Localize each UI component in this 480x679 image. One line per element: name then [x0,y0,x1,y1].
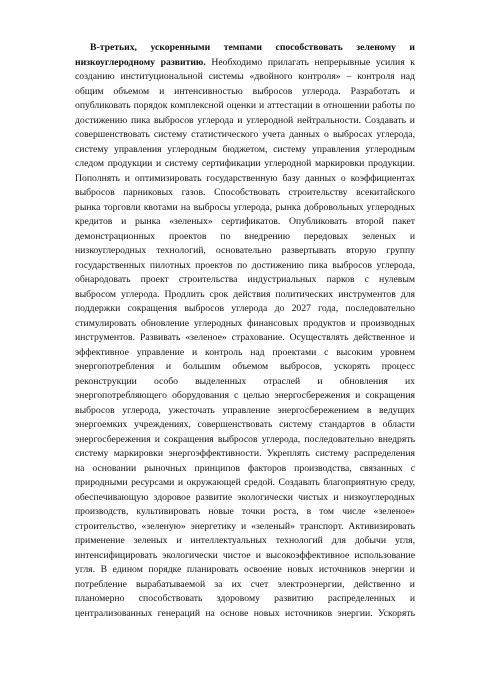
text-line: на основании рыночных принципов факторов производства, связанных с [75,462,415,474]
text-line: строительство, «зеленую» энергетику и «зеленый» транспорт. Активизировать [75,520,415,532]
text-line: кредитов и рынка «зеленых» сертификатов. Опубликовать второй пакет [75,216,415,227]
body-paragraph [75,41,415,621]
text-line: демонстрационных проектов по внедрению передовых зеленых и [75,230,415,242]
bold-heading-text: низкоуглеродному развитию. [75,56,206,68]
bold-heading-text: В-третьих, ускоренными темпами способствовать зеленому и [90,42,415,53]
text-line: обеспечивающую здоровое развитие экологически чистых и низкоуглеродных [75,491,415,503]
text-line: выбросов парниковых газов. Способствовать строительству всекитайского [75,187,415,198]
text-line: инструментов. Развивать «зеленое» страхование. Осуществлять действенное и [75,332,415,343]
text-line: достижению пика выбросов углерода и углеродной нейтральности. Создавать и [75,114,415,126]
text-line: энергосбережения и сокращения выбросов углерода, последовательно внедрять [75,433,415,445]
text-line: выбросов углерода, ужесточать управление энергосбережением в ведущих [75,404,415,416]
text-line: систему маркировки энергоэффективности. Укреплять систему распределения [75,448,415,459]
text-line: потребление вырабатываемой за их счет электроэнергии, действенно и [75,578,415,590]
text-line: низкоуглеродных технологий, основательно развертывать вторую группу [75,245,415,256]
text-line: поддержки сокращения выбросов углерода до 2027 года, последовательно [75,303,415,314]
text-line: энергопотребления и большим объемом выбросов, ускорять процесс [75,361,415,372]
text-line: государственных пилотных проектов по достижению пика выбросов углерода, [75,259,415,271]
text-line: интенсифицировать экологически чистое и высокоэффективное использование [75,549,415,561]
text-line: общим объемом и интенсивностью выбросов углерода. Разработать и [75,85,415,97]
text-line: Пополнять и оптимизировать государственную базу данных о коэффициентах [75,172,415,184]
text-line [75,41,415,56]
text-line: выбросом углерода. Продлить срок действия политических инструментов для [75,288,415,300]
text-line: эффективное управление и контроль над проектами с высоким уровнем [75,346,415,358]
text-line: централизованных генераций на основе новых источников энергии. Ускорять [75,607,415,619]
text-line: природными ресурсами и окружающей средой. Создавать благоприятную среду, [75,477,415,488]
text-run: Необходимо прилагать непрерывные усилия к [205,56,415,68]
text-line: стимулировать обновление углеродных финансовых продуктов и производных [75,317,415,329]
text-line: производств, культивировать новые точки роста, в том числе «зеленое» [75,506,415,517]
text-line [75,56,415,71]
text-line: совершенствовать систему статистического учета данных о выбросах углерода, [75,129,415,140]
text-line: обнародовать проект строительства индустриальных парков с нулевым [75,274,415,285]
text-line: применение зеленых и интеллектуальных технологий для добычи угля, [75,535,415,546]
text-line: планомерно способствовать здоровому развитию распределенных и [75,593,415,604]
text-line: систему управления углеродным бюджетом, систему управления углеродным [75,143,415,155]
text-line: реконструкции особо выделенных отраслей и обновления их [75,375,415,387]
text-line: опубликовать порядок комплексной оценки и аттестации в отношении работы по [75,100,415,111]
text-line: следом продукции и систему сертификации углеродной маркировки продукции. [75,158,415,169]
text-line: рынка торговли квотами на выбросы углерода, рынка добровольных углеродных [75,201,415,213]
text-line: энергопотребляющего оборудования с целью энергосбережения и сокращения [75,390,415,401]
text-line: угля. В едином порядке планировать освоение новых источников энергии и [75,564,415,575]
text-line: созданию институциональной системы «двойного контроля» – контроля над [75,71,415,82]
text-line: энергоемких учреждениях, совершенствовать систему стандартов в области [75,419,415,430]
